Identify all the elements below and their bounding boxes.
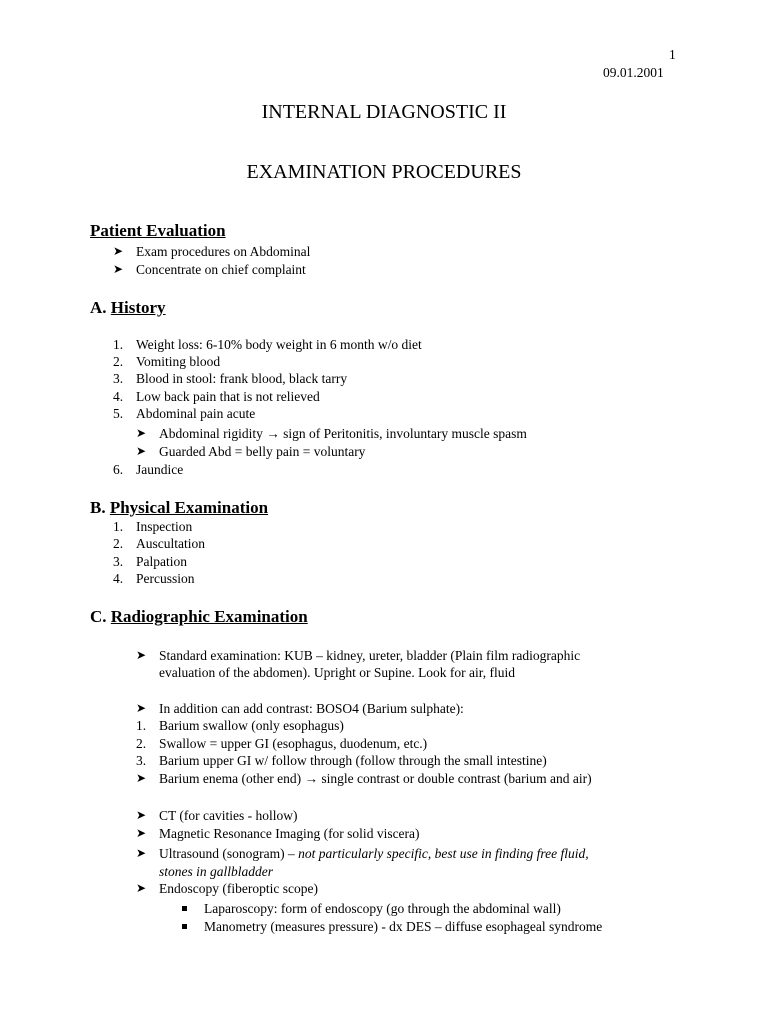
list-item-text: Laparoscopy: form of endoscopy (go through the abdominal wall) (204, 901, 561, 916)
list-item-text: Auscultation (136, 536, 205, 551)
arrowhead-bullet-icon: ➤ (136, 648, 147, 662)
list-item-text: Weight loss: 6-10% body weight in 6 month w/o diet (136, 337, 422, 352)
list-number: 3. (113, 371, 124, 386)
list-item (113, 263, 713, 279)
list-item-text: Magnetic Resonance Imaging (for solid viscera) (159, 826, 420, 841)
list-item-emphasis: not particularly specific, best use in finding free fluid, (298, 846, 589, 861)
list-item-text: Abdominal pain acute (136, 406, 256, 421)
list-item-text: CT (for cavities - hollow) (159, 808, 298, 823)
list-item (113, 355, 713, 371)
radiographic-examination-heading (90, 608, 308, 625)
section-letter: B. (90, 498, 106, 517)
page-number: 1 (669, 47, 676, 62)
list-number: 3. (136, 753, 147, 768)
list-item-text: In addition can add contrast: BOSO4 (Barium sulphate): (159, 701, 464, 716)
history-heading (90, 299, 166, 316)
list-item-text: Standard examination: KUB – kidney, ureter, bladder (Plain film radiographic (159, 648, 581, 663)
list-item (113, 537, 713, 553)
list-item (113, 245, 713, 261)
arrowhead-bullet-icon: ➤ (136, 426, 147, 440)
list-item-text (159, 427, 527, 441)
list-item-text: Barium upper GI w/ follow through (follow through the small intestine) (159, 753, 547, 768)
list-item (113, 572, 713, 588)
arrowhead-bullet-icon: ➤ (136, 846, 147, 860)
list-item-text: evaluation of the abdomen). Upright or Supine. Look for air, fluid (159, 665, 515, 680)
document-date: 09.01.2001 (603, 65, 664, 80)
list-item-text: Swallow = upper GI (esophagus, duodenum, etc.) (159, 736, 428, 751)
list-item (136, 649, 736, 665)
list-item (136, 882, 736, 898)
list-item (113, 407, 713, 423)
radiographic-examination-heading-text: Radiographic Examination (110, 607, 308, 626)
physical-examination-heading-text: Physical Examination (109, 498, 269, 517)
list-item (136, 754, 736, 770)
list-number: 5. (113, 406, 124, 421)
list-item-text: Concentrate on chief complaint (136, 262, 306, 277)
arrowhead-bullet-icon: ➤ (136, 826, 147, 840)
list-number: 1. (113, 519, 124, 534)
list-item-continuation (159, 666, 719, 682)
list-item-text: Inspection (136, 519, 193, 534)
list-item (113, 338, 713, 354)
list-item-text: Blood in stool: frank blood, black tarry (136, 371, 348, 386)
arrowhead-bullet-icon: ➤ (136, 771, 147, 785)
list-item-text (159, 847, 589, 861)
list-number: 4. (113, 571, 124, 586)
main-title: INTERNAL DIAGNOSTIC II (261, 101, 507, 123)
list-item (136, 809, 736, 825)
list-item (113, 520, 713, 536)
arrowhead-bullet-icon: ➤ (113, 244, 124, 258)
list-item-text-end: single contrast or double contrast (barium and air) (317, 771, 592, 786)
list-number: 2. (136, 736, 147, 751)
list-item (182, 902, 742, 918)
list-number: 4. (113, 389, 124, 404)
list-number: 2. (113, 536, 124, 551)
list-item-text: Barium swallow (only esophagus) (159, 718, 344, 733)
physical-examination-heading (90, 499, 268, 516)
list-item-text (159, 772, 592, 786)
list-number: 3. (113, 554, 124, 569)
arrowhead-bullet-icon: ➤ (136, 444, 147, 458)
patient-evaluation-heading-text: Patient Evaluation (90, 221, 226, 240)
arrowhead-bullet-icon: ➤ (136, 701, 147, 715)
arrowhead-bullet-icon: ➤ (113, 262, 124, 276)
list-item-text-end: sign of Peritonitis, involuntary muscle spasm (279, 426, 527, 441)
section-letter: C. (90, 607, 107, 626)
list-number: 6. (113, 462, 124, 477)
list-item (136, 427, 736, 443)
list-item (113, 555, 713, 571)
list-item (136, 702, 736, 718)
arrowhead-bullet-icon: ➤ (136, 808, 147, 822)
list-number: 2. (113, 354, 124, 369)
list-item-text: Vomiting blood (136, 354, 221, 369)
list-item-text-start: Barium enema (other end) (159, 771, 305, 786)
list-item (136, 827, 736, 843)
list-item (136, 847, 736, 863)
list-item-text: Manometry (measures pressure) - dx DES – diffuse esophageal syndrome (204, 919, 603, 934)
list-item (182, 920, 742, 936)
list-number: 1. (113, 337, 124, 352)
list-number: 1. (136, 718, 147, 733)
list-item-emphasis: stones in gallbladder (159, 864, 273, 879)
arrowhead-bullet-icon: ➤ (136, 881, 147, 895)
list-item-text: Exam procedures on Abdominal (136, 244, 311, 259)
square-bullet-icon (182, 924, 187, 929)
list-item-text-start: Ultrasound (sonogram) – (159, 846, 299, 861)
right-arrow-icon: → (266, 426, 280, 441)
list-item (113, 372, 713, 388)
right-arrow-icon: → (304, 771, 318, 786)
list-item-text: Percussion (136, 571, 195, 586)
list-item-text: Guarded Abd = belly pain = voluntary (159, 444, 366, 459)
list-item-continuation (159, 865, 719, 881)
list-item (136, 719, 736, 735)
history-heading-text: History (110, 298, 166, 317)
square-bullet-icon (182, 906, 187, 911)
sub-title: EXAMINATION PROCEDURES (246, 161, 522, 183)
list-item-text-start: Abdominal rigidity (159, 426, 267, 441)
patient-evaluation-heading (90, 222, 226, 239)
list-item (113, 390, 713, 406)
list-item (113, 463, 713, 479)
list-item-text: Jaundice (136, 462, 184, 477)
list-item-text: Low back pain that is not relieved (136, 389, 320, 404)
list-item (136, 737, 736, 753)
list-item (136, 445, 736, 461)
list-item (136, 772, 736, 788)
list-item-text: Palpation (136, 554, 187, 569)
section-letter: A. (90, 298, 107, 317)
list-item-text: Endoscopy (fiberoptic scope) (159, 881, 318, 896)
